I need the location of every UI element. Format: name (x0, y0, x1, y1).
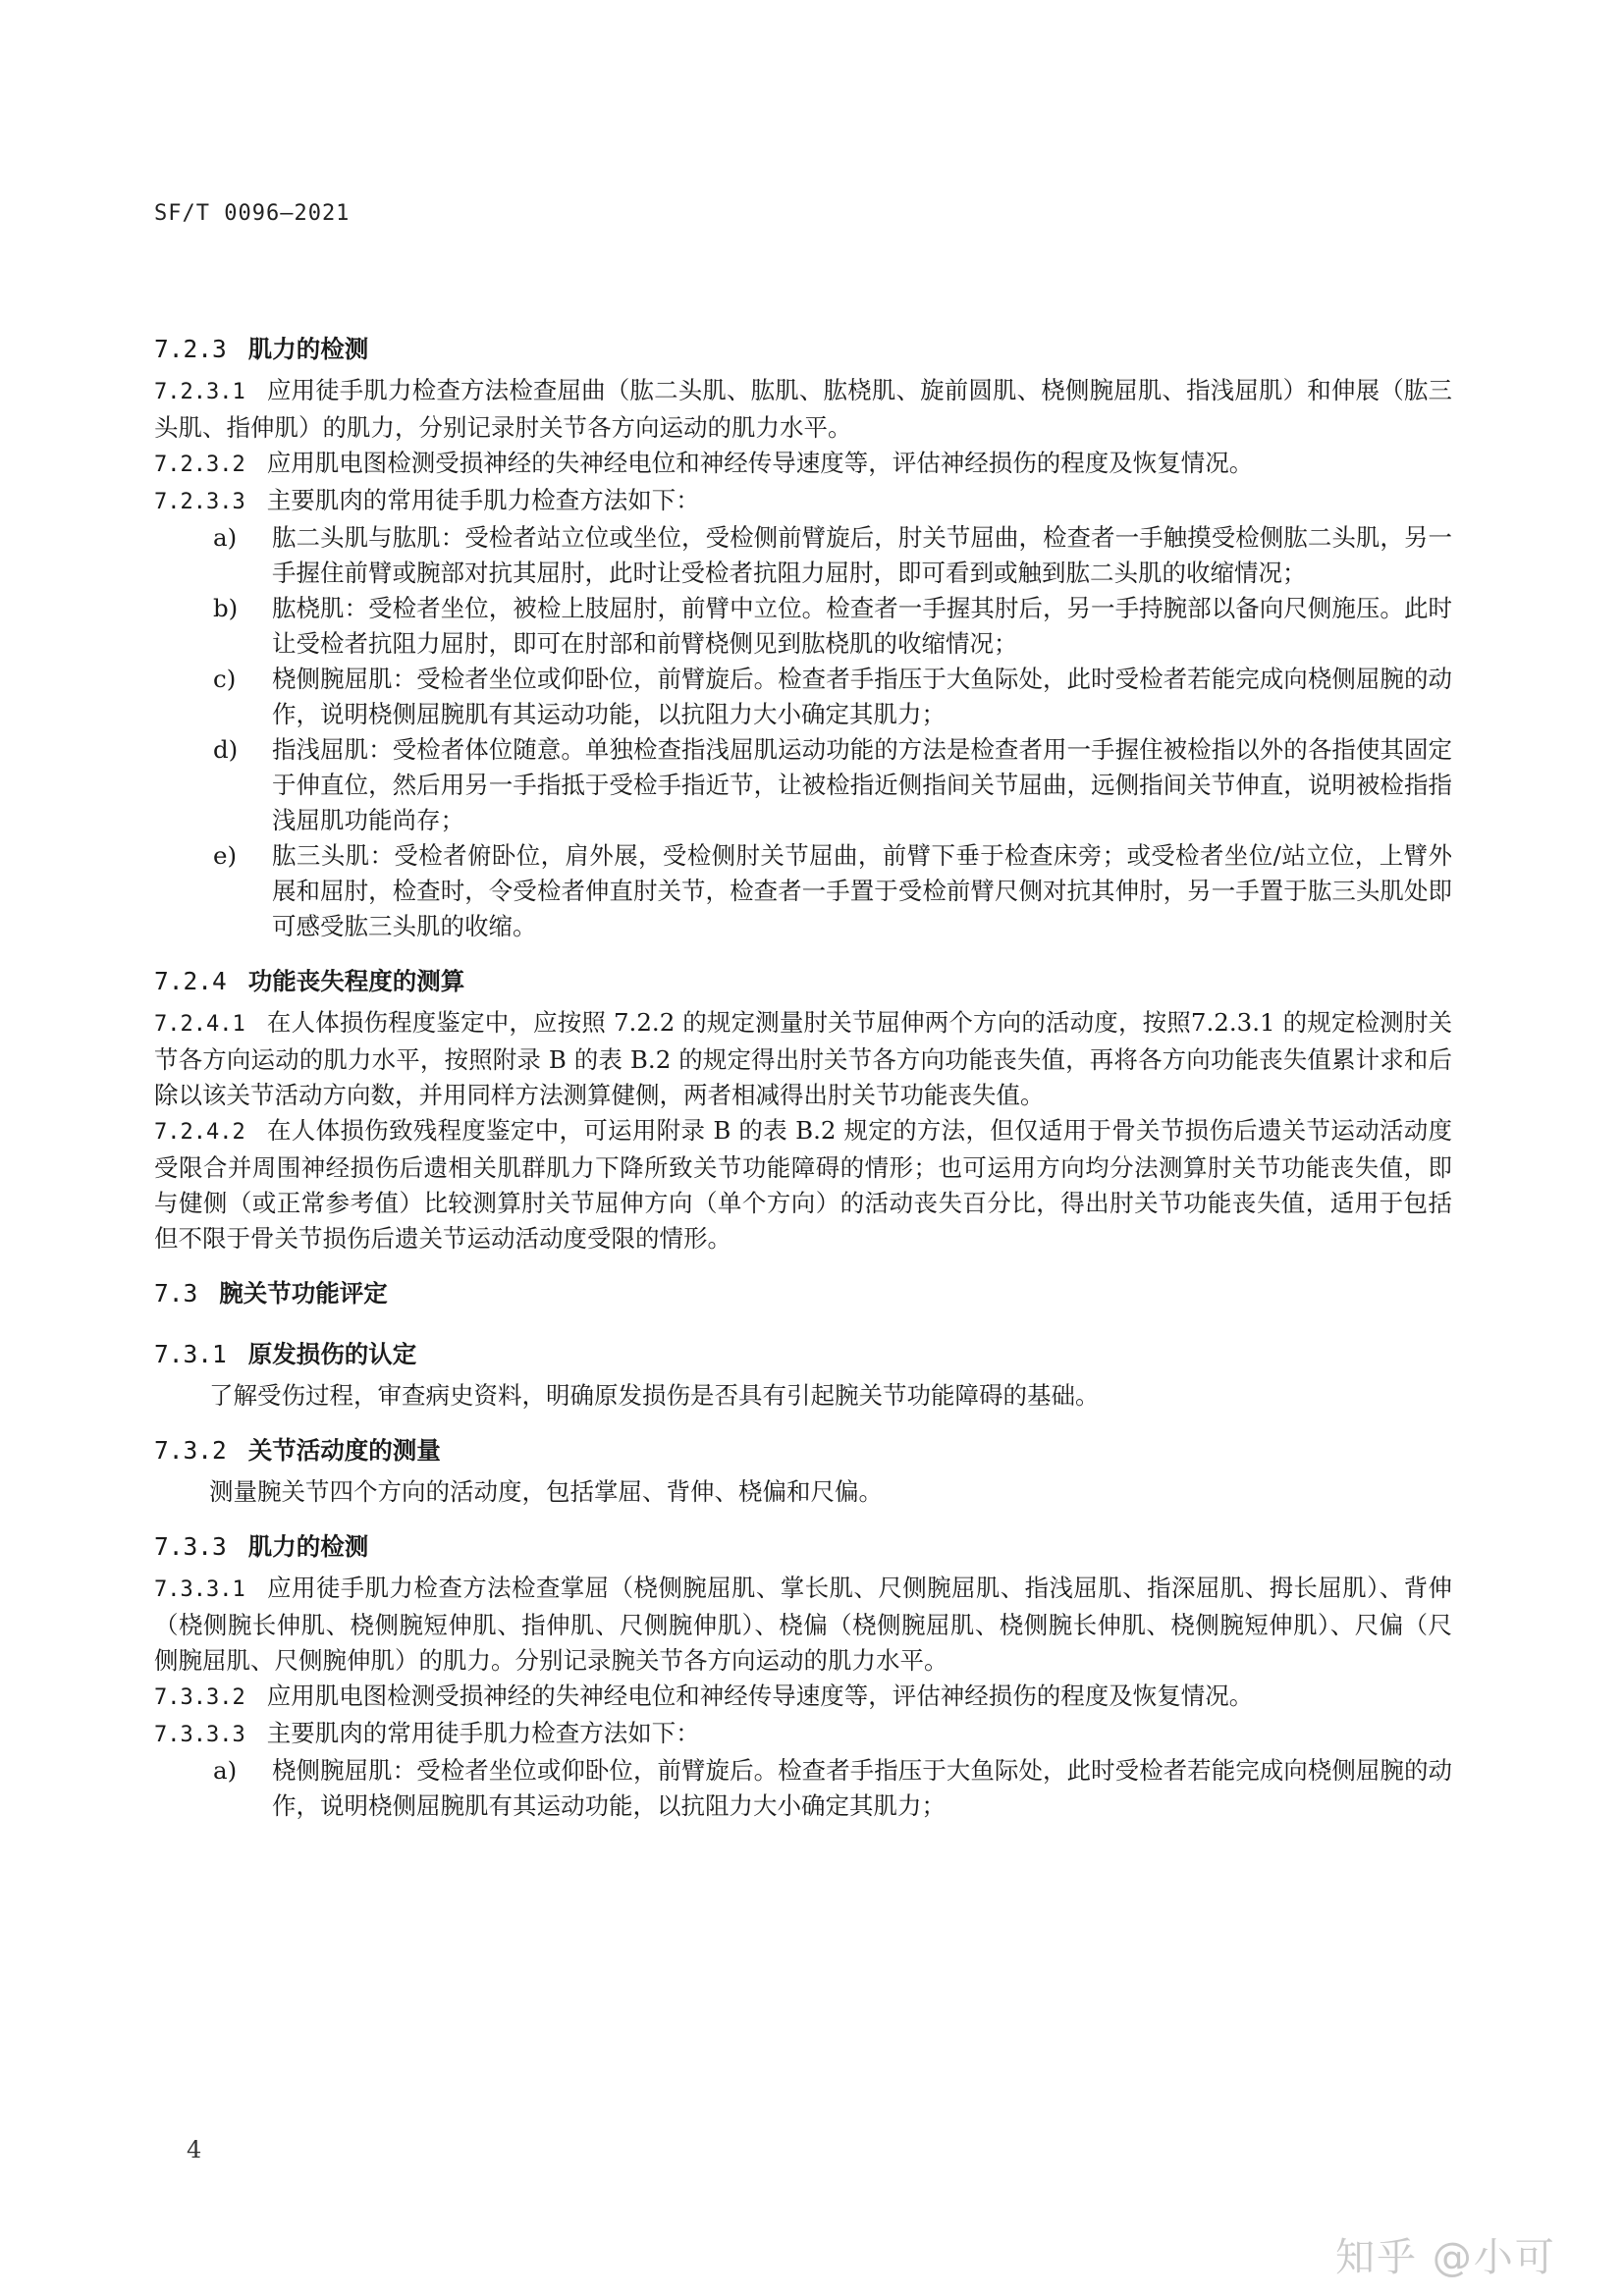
list-item: a) 肱二头肌与肱肌：受检者站立位或坐位，受检侧前臂旋后，肘关节屈曲，检查者一手触摸受检侧肱二头肌，另一手握住前臂或腕部对抗其屈肘，此时让受检者抗阻力屈肘，即可看到或触到肱二头肌的收缩情况； (213, 523, 1452, 587)
list-item: c) 桡侧腕屈肌：受检者坐位或仰卧位，前臂旋后。检查者手指压于大鱼际处，此时受检者若能完成向桡侧屈腕的动作，说明桡侧屈腕肌有其运动功能，以抗阻力大小确定其肌力； (213, 665, 1452, 728)
section-heading: 7.3 腕关节功能评定 (154, 1279, 388, 1308)
body-paragraph: 了解受伤过程，审查病史资料，明确原发损伤是否具有引起腕关节功能障碍的基础。 (209, 1381, 1100, 1410)
clause-paragraph: 7.2.4.2 在人体损伤致残程度鉴定中，可运用附录 B 的表 B.2 规定的方法，但仅适用于骨关节损伤后遗关节运动活动度受限合并周围神经损伤后遗相关肌群肌力下降所致关节功能障碍的情形；也可运用方向均分法测算肘关节功能丧失值，即与健侧（或正常参考值）比较测算肘关节屈伸方向（单个方向）的活动丧失百分比，得出肘关节功能丧失值，适用于包括但不限于骨关节损伤后遗关节运动活动度受限的情形。 (154, 1116, 1452, 1253)
body-paragraph: 测量腕关节四个方向的活动度，包括掌屈、背伸、桡偏和尺偏。 (209, 1477, 883, 1506)
section-heading: 7.2.3 肌力的检测 (154, 335, 369, 363)
page-number: 4 (187, 2136, 202, 2163)
document-body (154, 326, 1452, 1824)
clause-paragraph: 7.2.3.3 主要肌肉的常用徒手肌力检查方法如下： (154, 486, 700, 514)
clause-paragraph: 7.2.4.1 在人体损伤程度鉴定中，应按照 7.2.2 的规定测量肘关节屈伸两个方向的活动度，按照7.2.3.1 的规定检测肘关节各方向运动的肌力水平，按照附录 B 的表 B.2 的规定得出肘关节各方向功能丧失值，再将各方向功能丧失值累计求和后除以该关节活动方向数，并用同样方法测算健侧，两者相减得出肘关节功能丧失值。 (154, 1008, 1452, 1109)
document-header: SF/T 0096—2021 (154, 201, 351, 226)
list-item: a) 桡侧腕屈肌：受检者坐位或仰卧位，前臂旋后。检查者手指压于大鱼际处，此时受检者若能完成向桡侧屈腕的动作，说明桡侧屈腕肌有其运动功能，以抗阻力大小确定其肌力； (213, 1756, 1452, 1820)
watermark: 知乎 @小可 (1335, 2235, 1556, 2280)
section-heading: 7.2.4 功能丧失程度的测算 (154, 967, 465, 995)
clause-paragraph: 7.3.3.2 应用肌电图检测受损神经的失神经电位和神经传导速度等，评估神经损伤的程度及恢复情况。 (154, 1682, 1254, 1710)
clause-paragraph: 7.3.3.3 主要肌肉的常用徒手肌力检查方法如下： (154, 1719, 700, 1747)
section-heading: 7.3.3 肌力的检测 (154, 1532, 369, 1561)
list-item: b) 肱桡肌：受检者坐位，被检上肢屈肘，前臂中立位。检查者一手握其肘后，另一手持腕部以备向尺侧施压。此时让受检者抗阻力屈肘，即可在肘部和前臂桡侧见到肱桡肌的收缩情况； (213, 594, 1452, 658)
section-heading: 7.3.2 关节活动度的测量 (154, 1436, 441, 1465)
clause-paragraph: 7.2.3.1 应用徒手肌力检查方法检查屈曲（肱二头肌、肱肌、肱桡肌、旋前圆肌、桡侧腕屈肌、指浅屈肌）和伸展（肱三头肌、指伸肌）的肌力，分别记录肘关节各方向运动的肌力水平。 (154, 376, 1452, 442)
list-item: e) 肱三头肌：受检者俯卧位，肩外展，受检侧肘关节屈曲，前臂下垂于检查床旁；或受检者坐位/站立位，上臂外展和屈肘，检查时，令受检者伸直肘关节，检查者一手置于受检前臂尺侧对抗其伸肘，另一手置于肱三头肌处即可感受肱三头肌的收缩。 (213, 841, 1452, 940)
section-heading: 7.3.1 原发损伤的认定 (154, 1340, 417, 1368)
clause-paragraph: 7.2.3.2 应用肌电图检测受损神经的失神经电位和神经传导速度等，评估神经损伤的程度及恢复情况。 (154, 449, 1254, 477)
list-item: d) 指浅屈肌：受检者体位随意。单独检查指浅屈肌运动功能的方法是检查者用一手握住被检指以外的各指使其固定于伸直位，然后用另一手指抵于受检手指近节，让被检指近侧指间关节屈曲，远侧指间关节伸直，说明被检指指浅屈肌功能尚存； (213, 735, 1452, 834)
clause-paragraph: 7.3.3.1 应用徒手肌力检查方法检查掌屈（桡侧腕屈肌、掌长肌、尺侧腕屈肌、指浅屈肌、指深屈肌、拇长屈肌）、背伸（桡侧腕长伸肌、桡侧腕短伸肌、指伸肌、尺侧腕伸肌）、桡偏（桡侧腕屈肌、桡侧腕长伸肌、桡侧腕短伸肌）、尺偏（尺侧腕屈肌、尺侧腕伸肌）的肌力。分别记录腕关节各方向运动的肌力水平。 (154, 1574, 1452, 1675)
